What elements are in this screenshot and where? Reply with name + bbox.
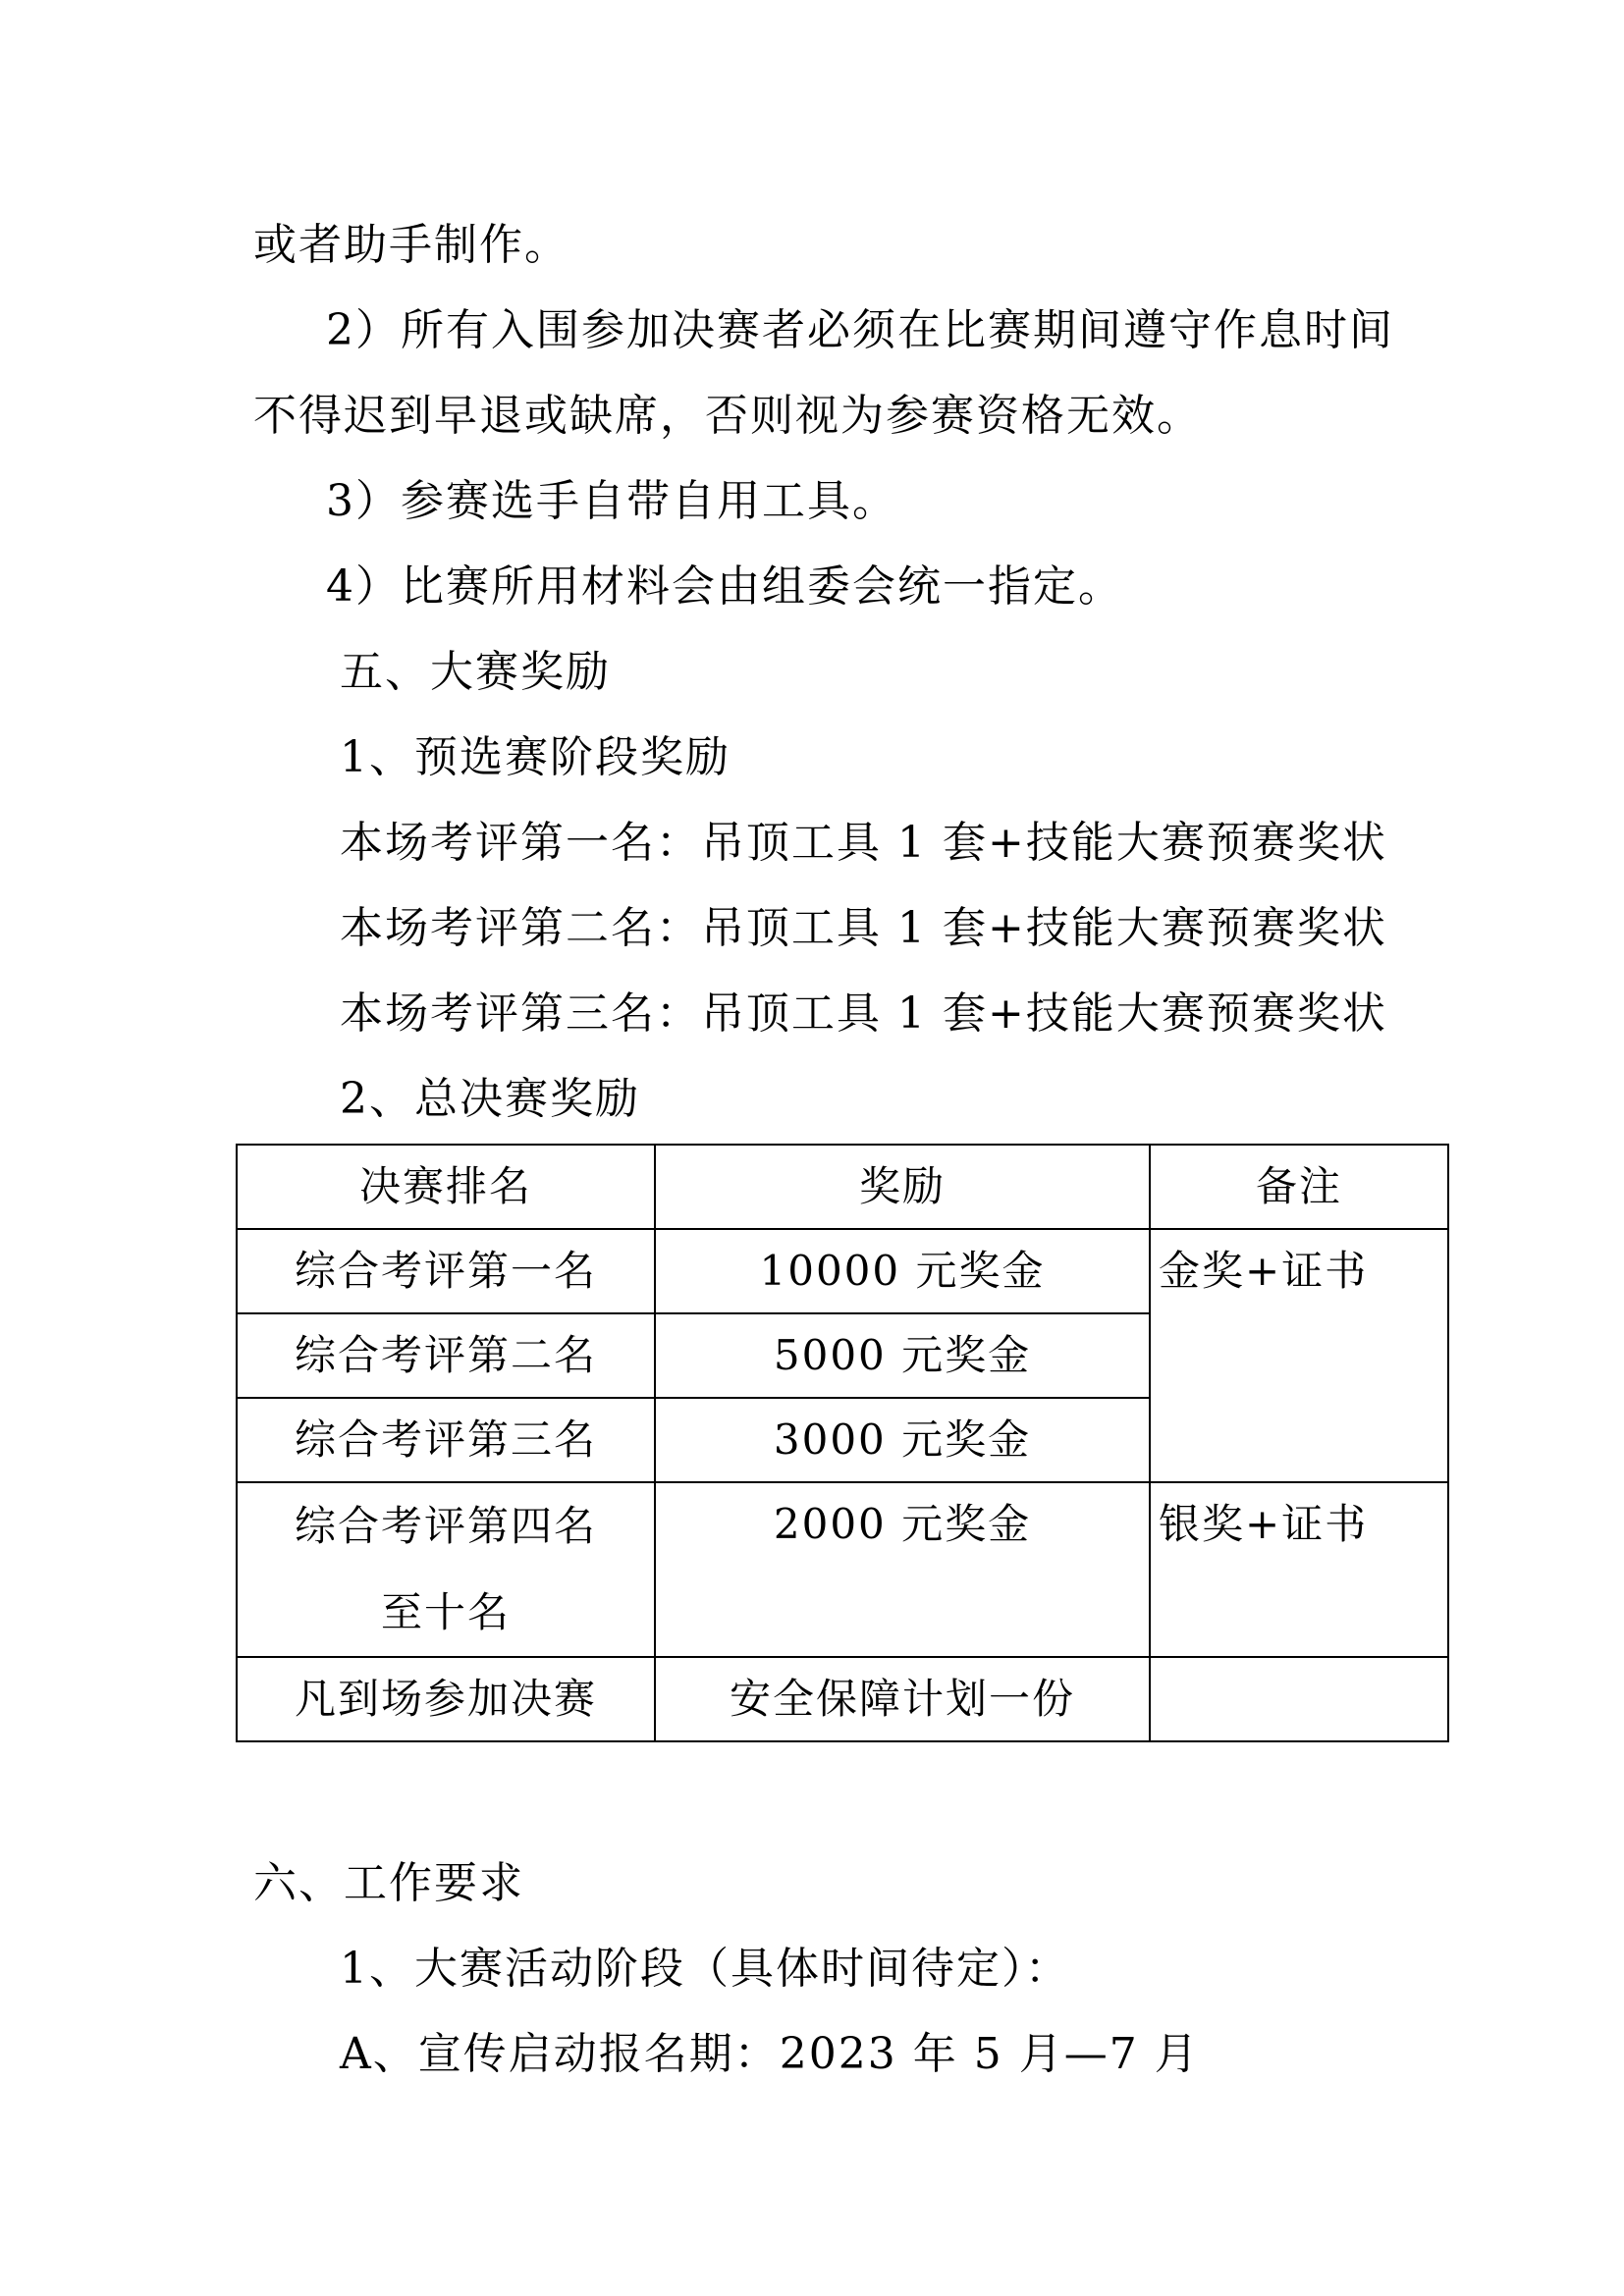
rank-line2: 至十名 xyxy=(380,1588,511,1636)
rank-line1: 综合考评第四名 xyxy=(294,1502,597,1550)
reward-cell: 2000 元奖金 xyxy=(655,1482,1150,1657)
rank-cell: 综合考评第二名 xyxy=(237,1313,655,1398)
reward-cell: 安全保障计划一份 xyxy=(655,1657,1150,1741)
table-header-row xyxy=(237,1145,1448,1229)
rank-cell: 综合考评第三名 xyxy=(237,1398,655,1482)
header-reward: 奖励 xyxy=(655,1145,1150,1229)
table-row xyxy=(237,1657,1448,1741)
reward-cell: 5000 元奖金 xyxy=(655,1313,1150,1398)
reward-cell: 3000 元奖金 xyxy=(655,1398,1150,1482)
section6-heading: 六、工作要求 xyxy=(253,1858,524,1908)
paragraph-continuation: 或者助手制作。 xyxy=(253,220,569,270)
reward-cell: 10000 元奖金 xyxy=(655,1229,1150,1313)
rank-cell xyxy=(237,1482,655,1657)
note-cell-gold: 金奖+证书 xyxy=(1150,1229,1448,1482)
awards-table xyxy=(236,1144,1449,1742)
rule-2-line1: 2）所有入围参加决赛者必须在比赛期间遵守作息时间 xyxy=(326,305,1394,355)
table-row xyxy=(237,1229,1448,1313)
note-cell-silver: 银奖+证书 xyxy=(1150,1482,1448,1657)
section6-item-a: A、宣传启动报名期：2023 年 5 月—7 月 xyxy=(340,2029,1200,2079)
prize-second: 本场考评第二名：吊顶工具 1 套+技能大赛预赛奖状 xyxy=(340,903,1387,953)
rank-cell: 综合考评第一名 xyxy=(237,1229,655,1313)
note-cell-empty xyxy=(1150,1657,1448,1741)
header-note: 备注 xyxy=(1150,1145,1448,1229)
section6-sub1: 1、大赛活动阶段（具体时间待定）： xyxy=(340,1944,1070,1994)
table-row xyxy=(237,1482,1448,1657)
rank-cell: 凡到场参加决赛 xyxy=(237,1657,655,1741)
rule-2-line2: 不得迟到早退或缺席，否则视为参赛资格无效。 xyxy=(253,391,1202,441)
rule-3: 3）参赛选手自带自用工具。 xyxy=(326,476,897,526)
section5-sub2: 2、总决赛奖励 xyxy=(340,1074,640,1124)
header-rank: 决赛排名 xyxy=(237,1145,655,1229)
rule-4: 4）比赛所用材料会由组委会统一指定。 xyxy=(326,561,1123,612)
section5-heading: 五、大赛奖励 xyxy=(340,647,611,697)
section5-sub1: 1、预选赛阶段奖励 xyxy=(340,732,731,782)
prize-third: 本场考评第三名：吊顶工具 1 套+技能大赛预赛奖状 xyxy=(340,988,1387,1039)
prize-first: 本场考评第一名：吊顶工具 1 套+技能大赛预赛奖状 xyxy=(340,818,1387,868)
